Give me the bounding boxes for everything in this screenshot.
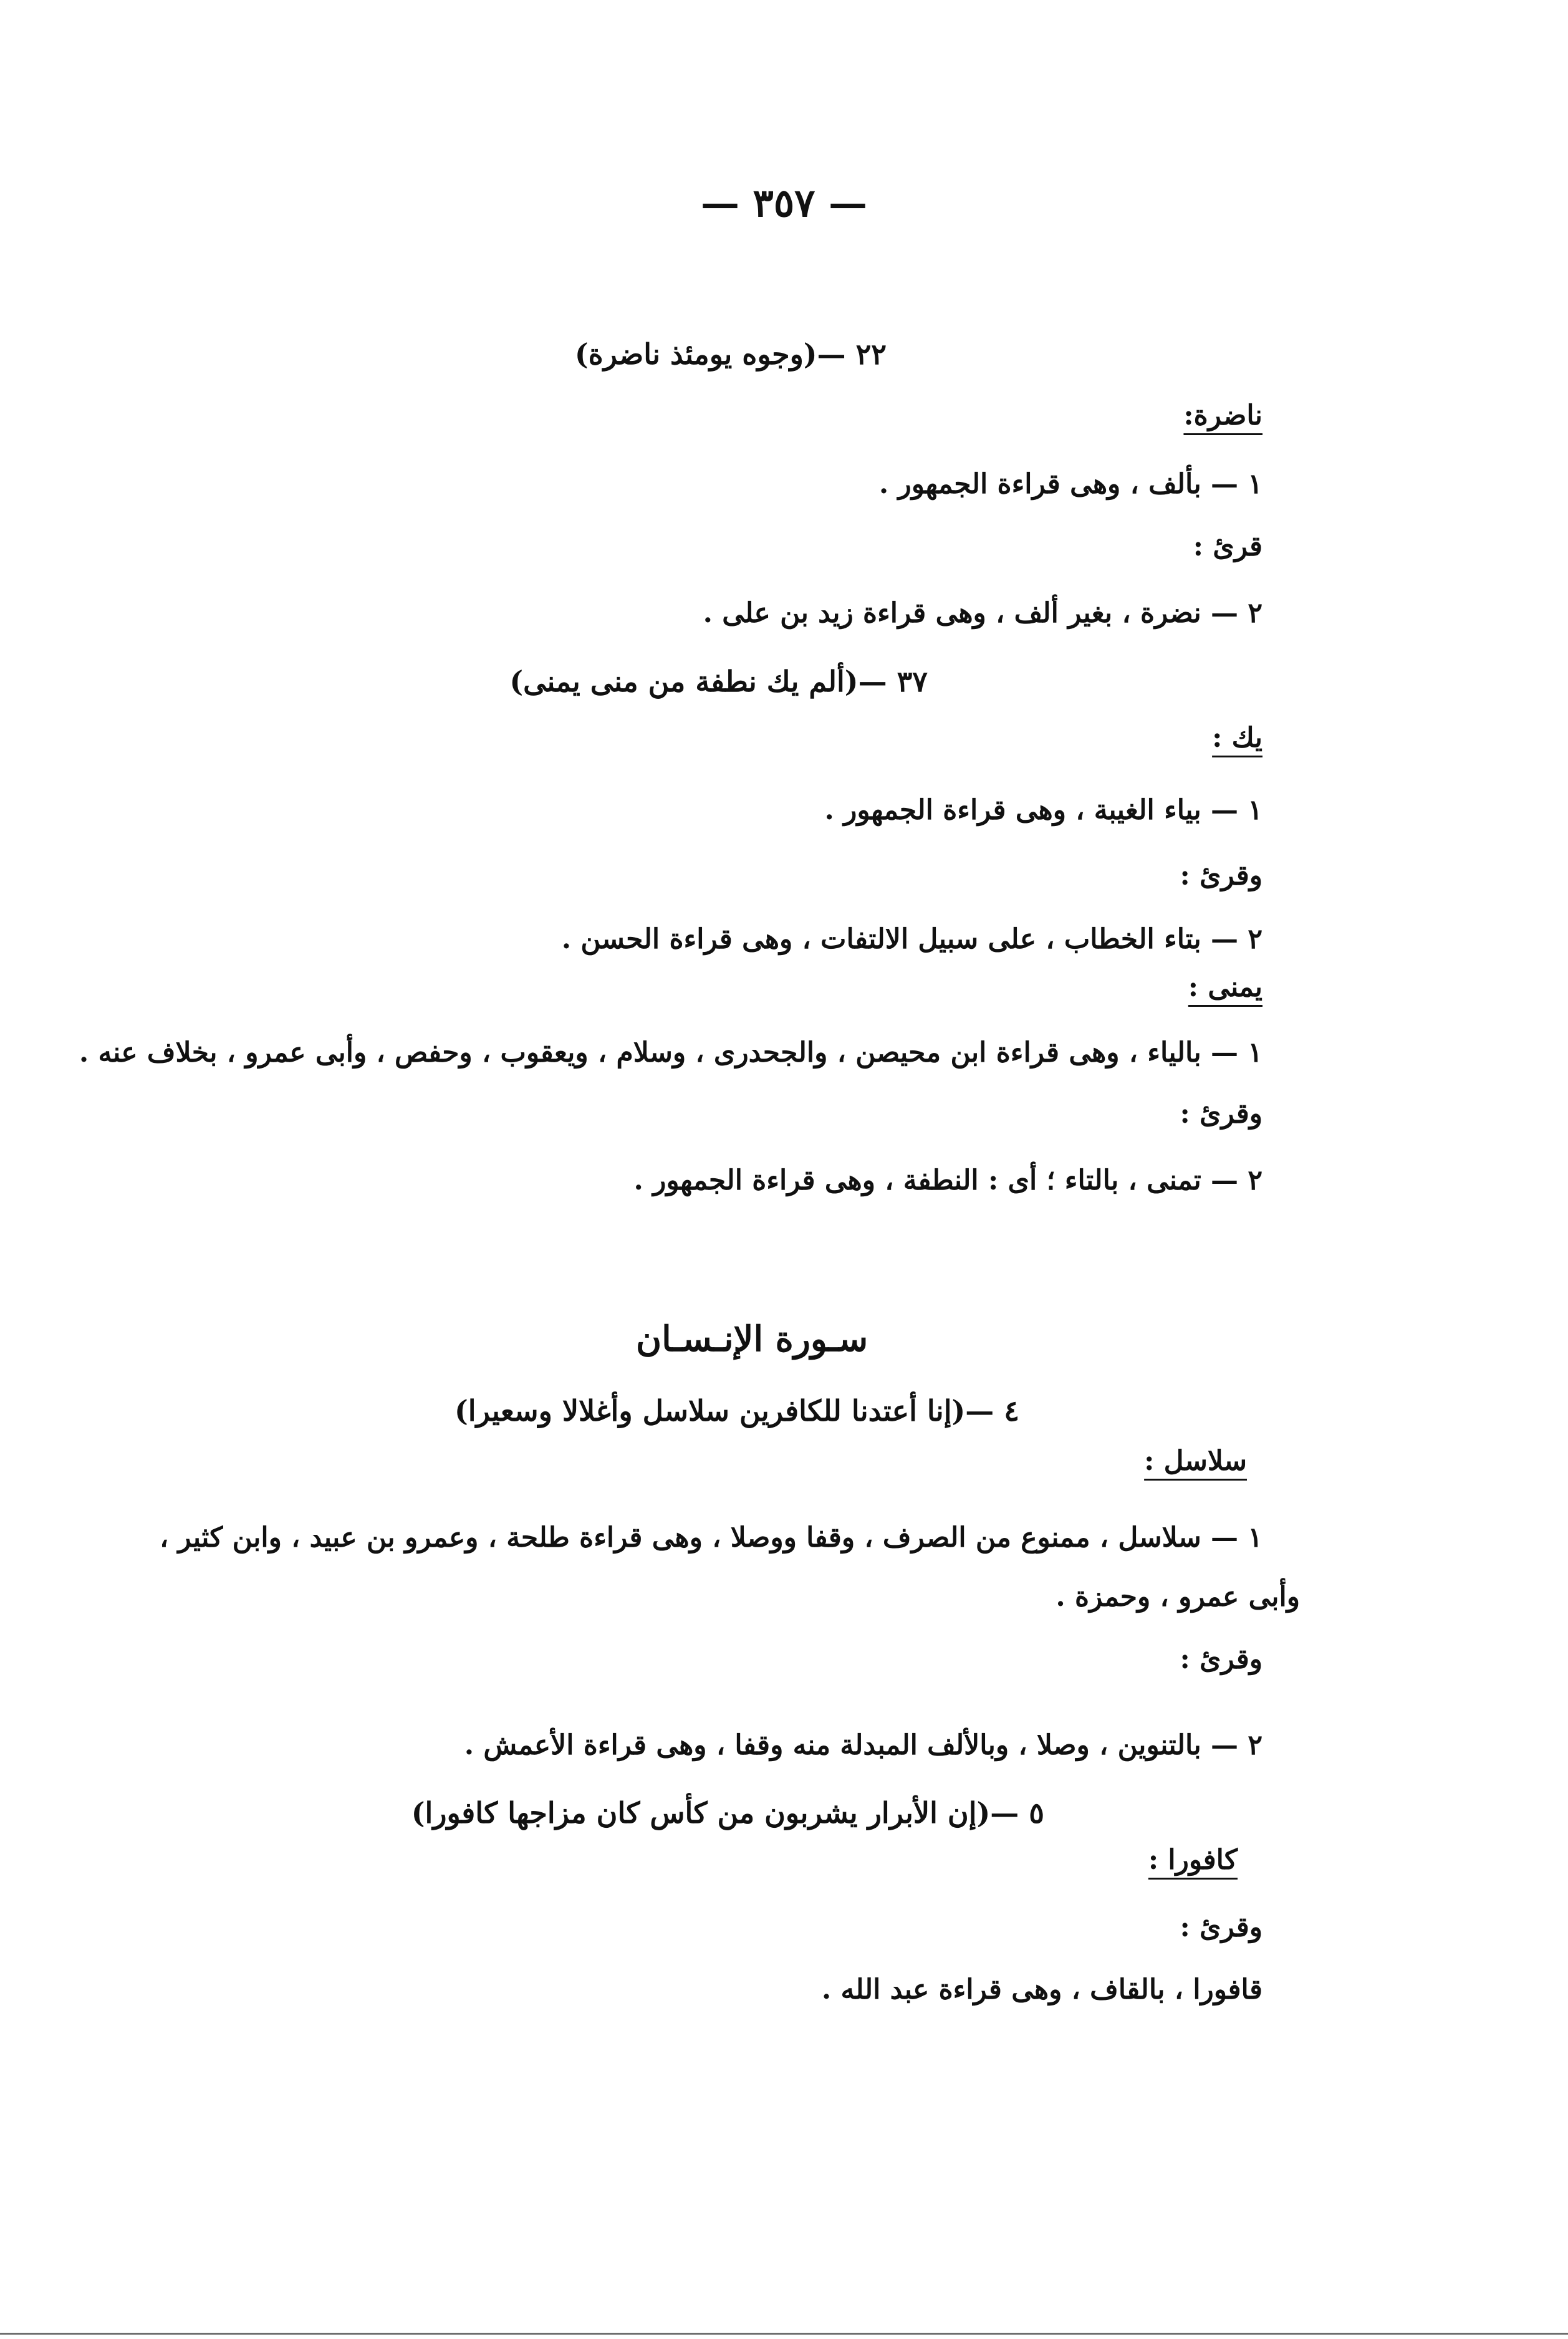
verse-4-qurie: وقرئ : — [1180, 1643, 1263, 1675]
verse-4-reading-2: ٢ — بالتنوين ، وصلا ، وبالألف المبدلة منه وقفا ، وهى قراءة الأعمش . — [464, 1729, 1263, 1761]
verse-4-reading-1b: وأبى عمرو ، وحمزة . — [1056, 1581, 1300, 1613]
bottom-divider — [0, 2333, 1568, 2335]
verse-37-reading-4: ٢ — تمنى ، بالتاء ؛ أى : النطفة ، وهى قراءة الجمهور . — [633, 1165, 1263, 1196]
verse-37-word-1: يك : — [1212, 722, 1263, 754]
verse-22-word: ناضرة: — [1183, 400, 1263, 431]
verse-22-qurie: قرئ : — [1193, 531, 1263, 562]
verse-4-heading: ٤ —(إنا أعتدنا للكافرين سلاسل وأغلالا وسعيرا) — [455, 1394, 1019, 1428]
verse-4-reading-1a: ١ — سلاسل ، ممنوع من الصرف ، وقفا ووصلا ، وهى قراءة طلحة ، وعمرو بن عبيد ، وابن كثير ، — [160, 1522, 1263, 1554]
sura-title: سـورة الإنـسـان — [636, 1318, 868, 1360]
verse-37-word-2: يمنى : — [1188, 971, 1263, 1003]
verse-37-reading-1: ١ — بياء الغيبة ، وهى قراءة الجمهور . — [824, 794, 1263, 826]
verse-5-reading-1: قافورا ، بالقاف ، وهى قراءة عبد الله . — [821, 1974, 1263, 2005]
verse-5-heading: ٥ —(إن الأبرار يشربون من كأس كان مزاجها كافورا) — [411, 1796, 1044, 1830]
verse-5-word: كافورا : — [1148, 1844, 1238, 1876]
verse-37-reading-2: ٢ — بتاء الخطاب ، على سبيل الالتفات ، وهى قراءة الحسن . — [561, 923, 1263, 955]
verse-37-qurie-1: وقرئ : — [1180, 860, 1263, 891]
verse-37-reading-3: ١ — بالياء ، وهى قراءة ابن محيصن ، والجحدرى ، وسلام ، ويعقوب ، وحفص ، وأبى عمرو ، بخلاف عنه . — [79, 1037, 1263, 1069]
verse-4-word: سلاسل : — [1144, 1445, 1247, 1477]
verse-37-qurie-2: وقرئ : — [1180, 1098, 1263, 1130]
verse-22-reading-1: ١ — بألف ، وهى قراءة الجمهور . — [878, 468, 1263, 500]
verse-37-heading: ٣٧ —(ألم يك نطفة من منى يمنى) — [509, 665, 928, 698]
verse-22-reading-2: ٢ — نضرة ، بغير ألف ، وهى قراءة زيد بن على . — [703, 597, 1263, 629]
verse-22-heading: ٢٢ —(وجوه يومئذ ناضرة) — [574, 337, 887, 371]
page-number: — ٣٥٧ — — [700, 180, 868, 226]
verse-5-qurie: وقرئ : — [1180, 1911, 1263, 1943]
